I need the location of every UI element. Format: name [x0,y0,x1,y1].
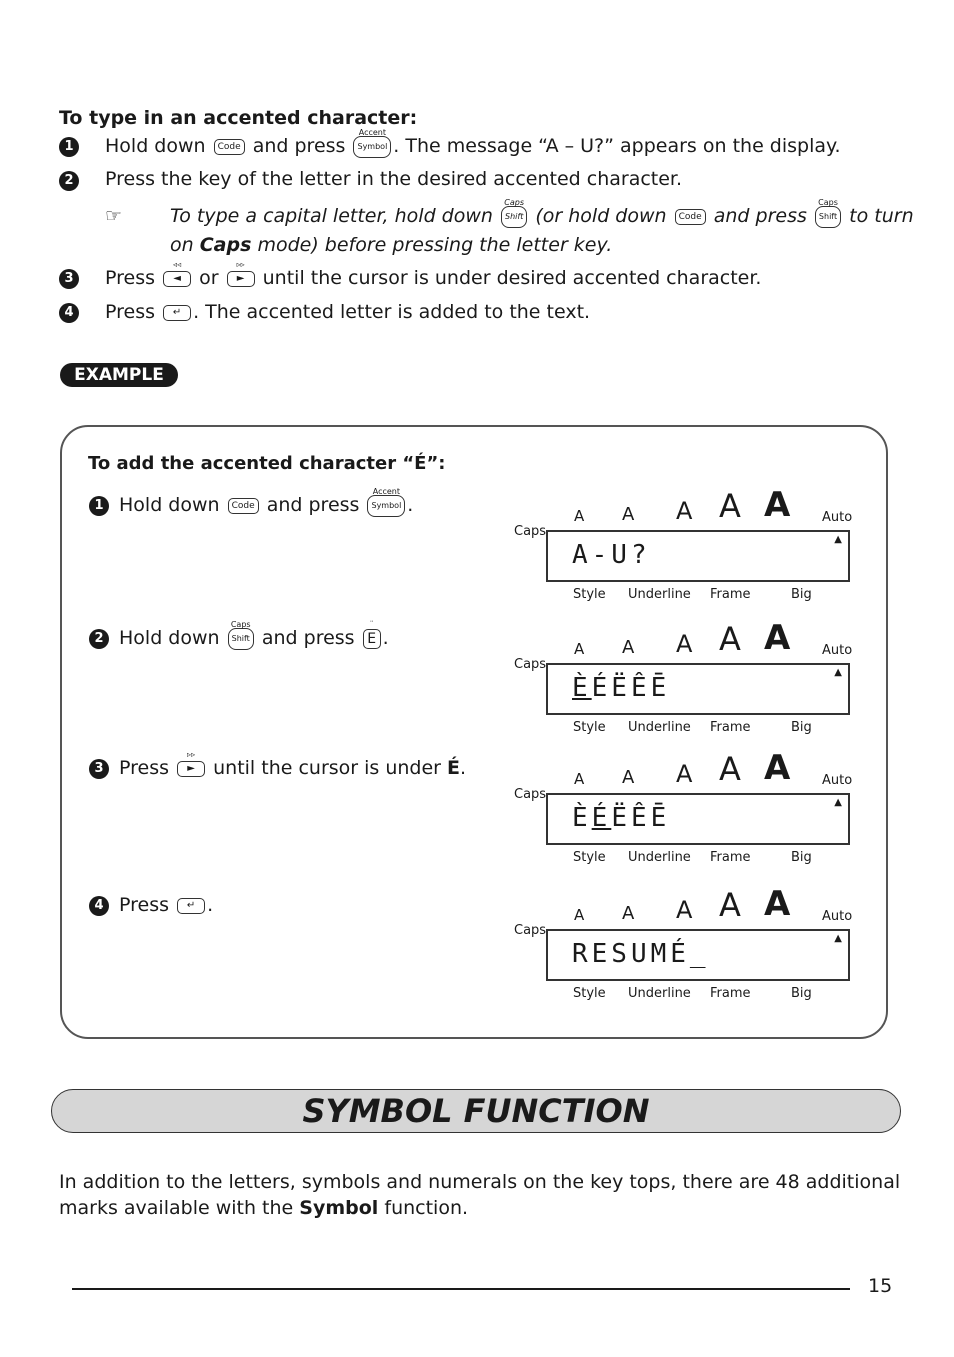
step-number: 4 [89,896,109,916]
step-text: or [199,267,219,289]
example-badge: EXAMPLE [60,363,178,387]
step-text: Hold down [105,135,206,157]
note-line-2 [170,233,612,257]
rewind-label: ◃◃ [173,259,182,269]
lcd-screen [546,663,850,715]
step-text: . [207,894,214,916]
caps-label: Caps [230,619,251,629]
code-key: Code [228,498,259,514]
step-text: Press [119,894,170,916]
frame-label: Frame [710,850,751,865]
right-arrow-icon: ► [236,272,245,284]
frame-label: Frame [710,986,751,1001]
triangle-icon: ▲ [834,534,842,545]
forward-label: ▹▹ [236,259,245,269]
e-key-label: E [367,630,377,647]
lcd-screen [546,929,850,981]
caps-label: Caps [818,197,838,207]
lcd-text [572,673,670,703]
size-a: A [764,884,791,924]
section-paragraph-line-2 [59,1196,468,1220]
accented-letter: É [447,757,461,779]
size-a: A [719,886,741,924]
step-text: . [407,494,414,516]
step-number: 3 [89,759,109,779]
code-key: Code [214,139,245,155]
big-label: Big [791,850,812,865]
step-text: Hold down [119,494,220,516]
size-a: A [676,497,693,525]
enter-icon: ↵ [186,899,196,911]
note-text: To type a capital letter, hold down [170,205,493,227]
right-arrow-icon: ► [187,762,195,774]
note-line-1 [170,197,914,228]
step-text: . [460,757,467,779]
enter-key [163,305,191,321]
step-number: 2 [59,171,79,191]
auto-label: Auto [822,909,853,924]
size-a: A [719,487,741,525]
symbol-key [367,486,405,517]
underline-label: Underline [628,986,691,1001]
size-a: A [574,507,585,525]
note-text: on [170,234,194,256]
shift-key [815,197,841,228]
step-text: Press [105,267,156,289]
step-text: Hold down [119,627,220,649]
lcd-chars: ËÊĒ [611,803,671,833]
lcd-size-indicators [574,485,853,527]
big-label: Big [791,720,812,735]
caps-label: Caps [504,197,525,207]
step-text: . The accented letter is added to the text. [193,301,591,323]
step-number: 1 [89,496,109,516]
intro-step-4 [105,300,590,324]
step-text: Press [105,301,156,323]
shift-key-label: Shift [231,633,250,643]
symbol-key-label: Symbol [371,500,402,510]
step-number: 4 [59,303,79,323]
umlaut-label: ¨ [369,619,374,629]
lcd-text: RESUMÉ_ [572,939,710,969]
lcd-display-4 [512,884,853,1001]
size-a: A [676,896,693,924]
size-a: A [764,748,791,788]
intro-heading: To type in an accented character: [59,107,418,129]
lcd-display-1 [512,485,853,602]
style-label: Style [573,986,606,1001]
big-label: Big [791,587,812,602]
auto-label: Auto [822,643,853,658]
size-a: A [719,750,741,788]
note-text: and press [713,205,807,227]
size-a: A [622,903,635,924]
lcd-bottom-labels [573,720,853,736]
step-text: . The message “A – U?” appears on the display. [393,135,841,157]
example-step-3 [119,749,467,780]
size-a: A [676,760,693,788]
shift-key-label: Shift [818,211,838,221]
right-arrow-key [227,259,255,287]
size-a: A [764,485,791,525]
cursor-char: È [572,673,592,703]
lcd-bottom-labels [573,850,853,866]
step-number: 3 [59,269,79,289]
step-text: until the cursor is under [213,757,441,779]
note-text: to turn [849,205,914,227]
auto-label: Auto [822,510,853,525]
lcd-chars: ÉËÊĒ [591,673,671,703]
size-a: A [622,504,635,525]
paragraph-text: marks available with the [59,1197,294,1219]
step-text: . [382,627,389,649]
step-text: until the cursor is under desired accented character. [262,267,762,289]
lcd-size-indicators [574,884,853,926]
intro-step-2: Press the key of the letter in the desired accented character. [105,168,683,190]
section-paragraph-line-1: In addition to the letters, symbols and numerals on the key tops, there are 48 additional [59,1171,901,1193]
lcd-chars: È [572,803,592,833]
step-text: and press [252,135,346,157]
caps-indicator: Caps [514,923,547,938]
size-a: A [574,640,585,658]
note-text: mode) before pressing the letter key. [257,234,613,256]
style-label: Style [573,587,606,602]
lcd-bottom-labels [573,587,853,603]
lcd-text: A-U? [572,540,651,570]
accent-label: Accent [358,127,387,137]
lcd-bottom-labels [573,986,853,1002]
triangle-icon: ▲ [834,667,842,678]
symbol-term: Symbol [299,1197,379,1219]
underline-label: Underline [628,587,691,602]
step-text: and press [261,627,355,649]
symbol-key-label: Symbol [357,141,388,151]
underline-label: Underline [628,720,691,735]
lcd-screen [546,793,850,845]
size-a: A [574,770,585,788]
frame-label: Frame [710,720,751,735]
note-icon: ☞ [105,205,123,227]
example-step-4 [119,893,213,917]
caps-term: Caps [199,234,252,256]
page-number: 15 [868,1275,893,1297]
size-a: A [676,630,693,658]
shift-key-label: Shift [505,211,524,221]
e-key [363,619,381,649]
note-text: (or hold down [535,205,667,227]
footer-rule [72,1288,850,1290]
example-step-1 [119,486,414,517]
cursor-char: É [591,803,612,833]
size-a: A [622,767,635,788]
forward-label: ▹▹ [187,749,196,759]
lcd-display-3 [512,748,853,865]
step-text: Press [119,757,170,779]
paragraph-text: function. [384,1197,469,1219]
lcd-size-indicators [574,748,853,790]
caps-indicator: Caps [514,524,547,539]
frame-label: Frame [710,587,751,602]
enter-icon: ↵ [172,306,182,318]
step-number: 2 [89,629,109,649]
lcd-size-indicators [574,618,853,660]
section-title: SYMBOL FUNCTION [51,1089,901,1133]
style-label: Style [573,850,606,865]
accent-label: Accent [372,486,401,496]
underline-label: Underline [628,850,691,865]
left-arrow-key [163,259,191,287]
right-arrow-key [177,749,205,777]
step-text: and press [266,494,360,516]
caps-indicator: Caps [514,657,547,672]
left-arrow-icon: ◄ [173,272,181,284]
size-a: A [622,637,635,658]
example-heading: To add the accented character “É”: [88,453,446,474]
intro-step-3 [105,259,762,290]
auto-label: Auto [822,773,853,788]
lcd-text [572,803,670,833]
triangle-icon: ▲ [834,797,842,808]
size-a: A [719,620,741,658]
size-a: A [574,906,585,924]
example-step-2 [119,619,389,650]
shift-key [501,197,527,228]
lcd-display-2 [512,618,853,735]
symbol-key [353,127,391,158]
lcd-screen [546,530,850,582]
triangle-icon: ▲ [834,933,842,944]
caps-indicator: Caps [514,787,547,802]
shift-key [228,619,254,650]
big-label: Big [791,986,812,1001]
code-key: Code [675,209,706,225]
style-label: Style [573,720,606,735]
step-number: 1 [59,137,79,157]
enter-key [177,898,205,914]
intro-step-1 [105,127,841,158]
size-a: A [764,618,791,658]
